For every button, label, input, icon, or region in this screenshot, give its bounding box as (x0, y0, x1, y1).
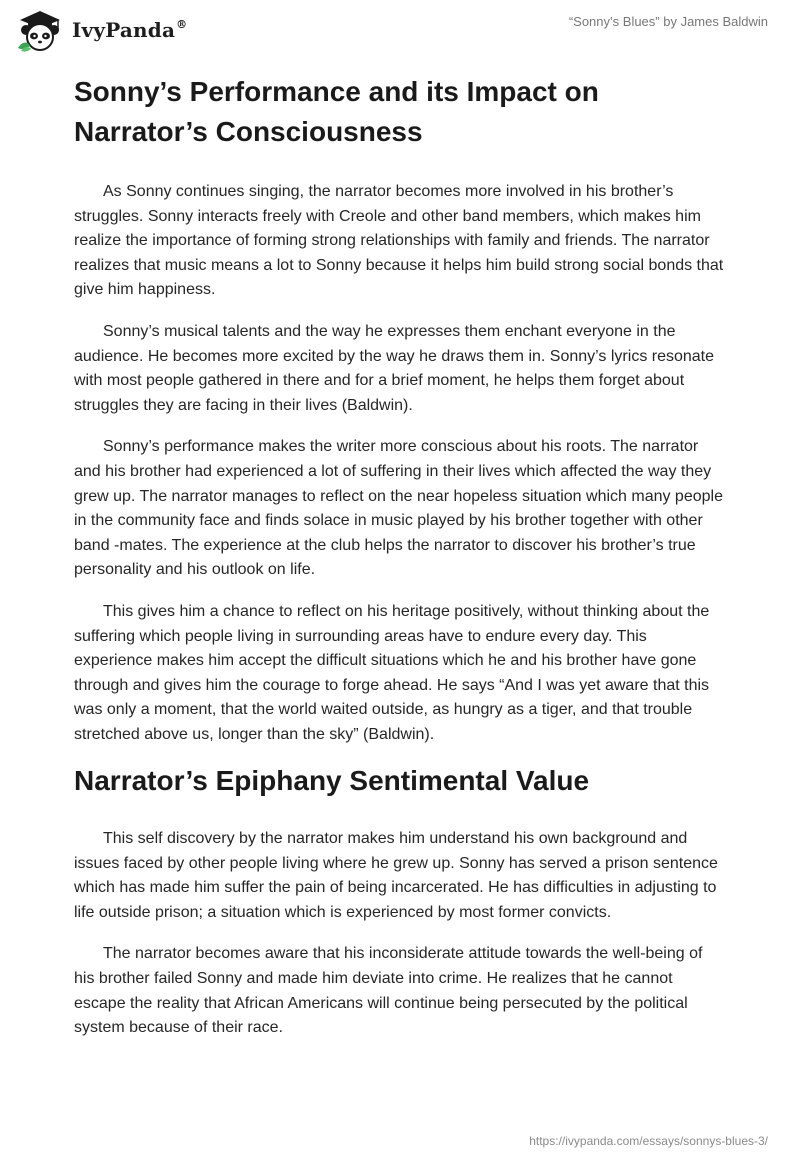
source-url[interactable]: https://ivypanda.com/essays/sonnys-blues-3/ (529, 1134, 768, 1148)
brand-logo[interactable] (14, 8, 187, 52)
panda-graduate-icon (14, 8, 66, 52)
paragraph: Sonny’s musical talents and the way he expresses them enchant everyone in the audience. He becomes more excited by the way he draws them in. Sonny’s lyrics resonate with most people gathered in there and for a brief moment, he helps them forget about struggles they are facing in their lives (Baldwin). (74, 322, 715, 414)
document-title: “Sonny’s Blues” by James Baldwin (568, 14, 768, 29)
brand-name: IvyPanda® (72, 18, 188, 42)
registered-mark: ® (176, 18, 188, 31)
section-heading: Sonny’s Performance and its Impact on Narrator’s Consciousness (74, 76, 599, 147)
paragraph: This self discovery by the narrator makes him understand his own background and issues faced by other people living where he grew up. Sonny has served a prison sentence which has made him suffer the pain of being incarcerated. He has difficulties in adjusting to life outside prison; a situation which is experienced by most former convicts. (74, 830, 718, 921)
paragraph: As Sonny continues singing, the narrator becomes more involved in his brother’s struggles. Sonny interacts freely with Creole and other band members, which makes him realize the importance of forming strong relationships with family and friends. The narrator realizes that music means a lot to Sonny because it helps him build strong social bonds that give him happiness. (74, 183, 724, 299)
section-epiphany (74, 761, 726, 1041)
paragraph: This gives him a chance to reflect on his heritage positively, without thinking about the suffering which people living in surrounding areas have to endure every day. This experience makes him accept the difficult situations which he and his brother have gone through and gives him the courage to forge ahead. He says “And I was yet aware that this was only a moment, that the world waited outside, as hungry as a tiger, and that trouble stretched above us, longer than the sky” (Baldwin). (74, 602, 710, 743)
section-performance (74, 72, 726, 747)
paragraph: Sonny’s performance makes the writer more conscious about his roots. The narrator and his brother had experienced a lot of suffering in their lives which affected the way they grew up. The narrator manages to reflect on the near hopeless situation which many people in the community face and finds solace in music played by his brother together with other band -mates. The experience at the club helps the narrator to discover his brother’s true personality and his outlook on life. (74, 438, 723, 579)
paragraph: The narrator becomes aware that his inconsiderate attitude towards the well-being of his brother failed Sonny and made him deviate into crime. He realizes that he cannot escape the reality that African Americans will continue being persecuted by the political system because of their race. (74, 945, 703, 1037)
section-heading: Narrator’s Epiphany Sentimental Value (74, 765, 590, 796)
